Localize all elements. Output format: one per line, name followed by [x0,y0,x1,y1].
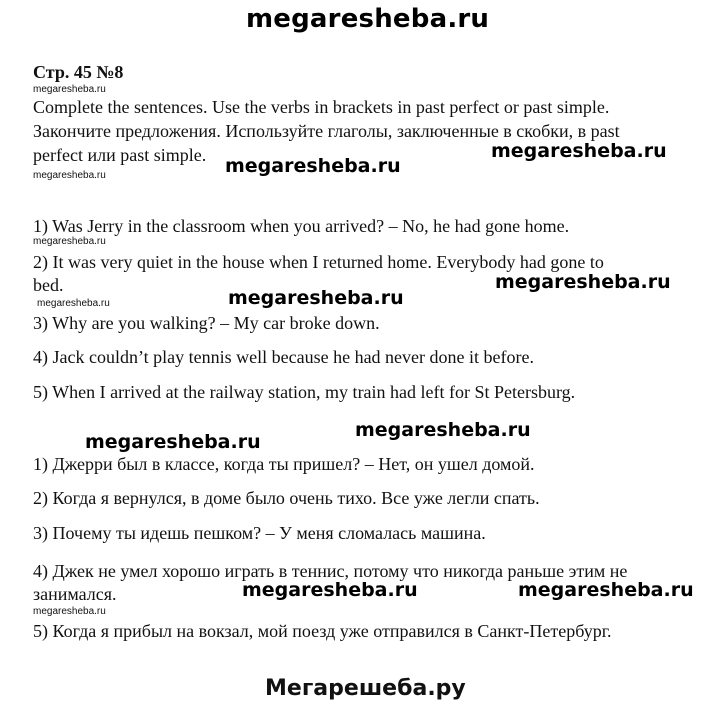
answer-en-2-line1: 2) It was very quiet in the house when I returned home. Everybody had gone to [33,252,604,272]
answer-en-4: 4) Jack couldn’t play tennis well because he had never done it before. [33,347,534,367]
watermark-small: megaresheba.ru [33,84,106,95]
answer-ru-3: 3) Почему ты идешь пешком? – У меня сломалась машина. [33,523,486,543]
watermark-mid: megaresheba.ru [355,419,531,441]
page-title: Стр. 45 №8 [33,62,124,82]
answer-ru-4-line2: занимался. [33,584,117,604]
answer-en-3: 3) Why are you walking? – My car broke down. [33,313,380,333]
answer-ru-4-line1: 4) Джек не умел хорошо играть в теннис, потому что никогда раньше этим не [33,561,628,581]
watermark-mid: megaresheba.ru [225,155,401,177]
watermark-mid: megaresheba.ru [228,287,404,309]
footer-site-logo: Мегарешеба.ру [265,676,466,701]
watermark-mid: megaresheba.ru [518,579,694,601]
watermark-small: megaresheba.ru [33,170,106,181]
watermark-small: megaresheba.ru [33,606,106,617]
watermark-mid: megaresheba.ru [85,431,261,453]
instruction-ru-line1: Закончите предложения. Используйте глаголы, заключенные в скобки, в past [33,121,620,141]
watermark-mid: megaresheba.ru [491,140,667,162]
answer-ru-2: 2) Когда я вернулся, в доме было очень тихо. Все уже легли спать. [33,488,540,508]
watermark-small: megaresheba.ru [33,236,106,247]
watermark-small: megaresheba.ru [37,298,110,309]
answer-ru-1: 1) Джерри был в классе, когда ты пришел? – Нет, он ушел домой. [33,454,535,474]
answer-en-1: 1) Was Jerry in the classroom when you arrived? – No, he had gone home. [33,216,570,236]
header-site-logo: megaresheba.ru [246,4,490,34]
instruction-en: Complete the sentences. Use the verbs in brackets in past perfect or past simple. [33,97,610,117]
answer-en-2-line2: bed. [33,275,64,295]
answer-ru-5: 5) Когда я прибыл на вокзал, мой поезд уже отправился в Санкт-Петербург. [33,621,612,641]
instruction-ru-line2: perfect или past simple. [33,145,207,165]
watermark-mid: megaresheba.ru [242,579,418,601]
watermark-mid: megaresheba.ru [495,271,671,293]
answer-en-5: 5) When I arrived at the railway station, my train had left for St Petersburg. [33,382,576,402]
